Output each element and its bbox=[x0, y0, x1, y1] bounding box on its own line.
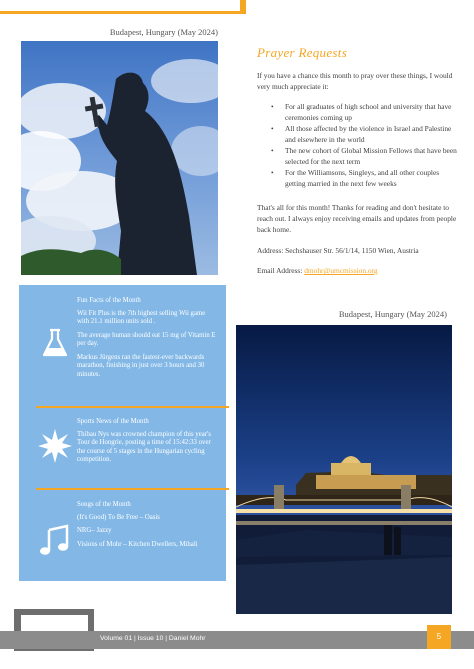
prayer-item: • For all graduates of high school and university that have ceremonies coming up bbox=[285, 101, 457, 123]
photo-caption-right: Budapest, Hungary (May 2024) bbox=[338, 309, 447, 319]
prayer-intro: If you have a chance this month to pray over these things, I would very much appreciate it: bbox=[257, 71, 453, 91]
email-label: Email Address: bbox=[257, 266, 305, 275]
fun-facts-section bbox=[77, 297, 219, 384]
song-item: NRG– Jazzy bbox=[77, 527, 112, 534]
email-line bbox=[257, 266, 457, 275]
footer-info: Volume 01 | Issue 10 | Daniel Mohr bbox=[100, 635, 206, 642]
prayer-closing: That's all for this month! Thanks for reading and don't hesitate to reach out. I always enjoy receiving emails and updates from people back home. bbox=[257, 203, 457, 234]
sports-news-section bbox=[77, 418, 219, 470]
song-item: (It's Good) To Be Free – Oasis bbox=[77, 513, 160, 521]
prayer-item: • The new cohort of Global Mission Fellows that have been selected for the next term bbox=[285, 145, 457, 167]
sidebar-panel bbox=[19, 285, 226, 581]
fun-fact: Markus Jürgens ran the fastest-ever backwards marathon, finishing in just over 3 hours and 30 minutes. bbox=[77, 353, 205, 378]
prayer-item: • For the Williamsons, Singleys, and all other couples getting married in the next few weeks bbox=[285, 167, 457, 189]
songs-section bbox=[77, 501, 219, 554]
sun-icon bbox=[37, 428, 73, 464]
flask-icon bbox=[37, 325, 73, 361]
prayer-requests-title: Prayer Requests bbox=[257, 45, 348, 60]
sports-news-item: Thibau Nys was crowned champion of this year's Tour de Hongrie, posting a time of 15:42:33 over the course of 5 stages in the Hungarian cycling competition. bbox=[77, 430, 211, 463]
top-accent-bar-inner bbox=[0, 0, 240, 11]
music-notes-icon bbox=[37, 522, 73, 558]
section-divider bbox=[36, 406, 229, 408]
email-link[interactable]: dmohr@umcmission.org bbox=[304, 266, 378, 275]
chain-bridge-photo bbox=[236, 325, 452, 614]
prayer-item: • All those affected by the violence in Israel and Palestine and elsewhere in the world bbox=[285, 123, 457, 145]
songs-heading: Songs of the Month bbox=[77, 501, 131, 508]
mailing-address: Address: Sechshauser Str. 56/1/14, 1150 Wien, Austria bbox=[257, 246, 419, 255]
song-item: Visions of Mohr – Kitchen Dwellers, Mihali bbox=[77, 540, 198, 548]
statue-photo bbox=[21, 41, 218, 275]
prayer-list bbox=[257, 101, 457, 189]
fun-facts-heading: Fun Facts of the Month bbox=[77, 297, 141, 304]
fun-fact: The average human should eat 15 mg of Vitamin E per day. bbox=[77, 331, 216, 347]
page-number: 5 bbox=[427, 625, 451, 649]
footer-bar bbox=[0, 631, 474, 649]
section-divider bbox=[36, 488, 229, 490]
photo-caption-left: Budapest, Hungary (May 2024) bbox=[109, 27, 218, 37]
fun-fact: Wii Fit Plus is the 7th highest selling Wii game with 21.1 million units sold . bbox=[77, 309, 206, 325]
sports-news-heading: Sports News of the Month bbox=[77, 418, 149, 425]
